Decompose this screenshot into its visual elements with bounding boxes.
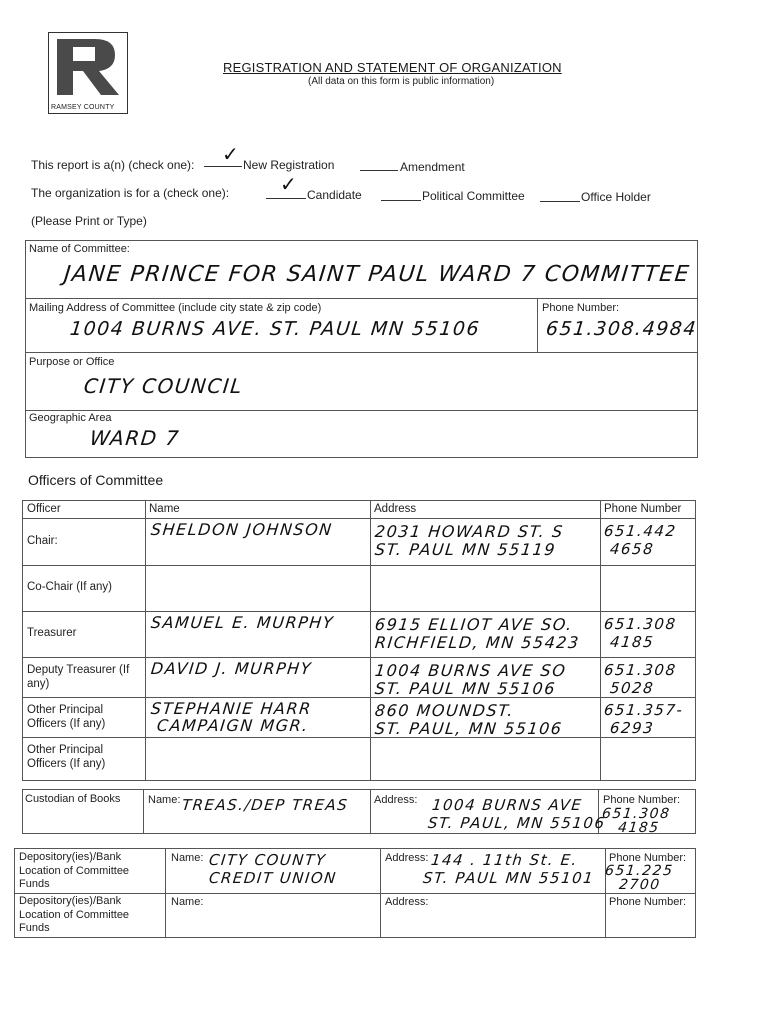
officer-phone-line2[interactable]: 4185 — [609, 633, 656, 651]
officer-phone-line1[interactable]: 651.357- — [603, 701, 685, 719]
depository-address-label: Address: — [385, 896, 429, 908]
depository-phone-line2[interactable]: 2700 — [618, 877, 662, 893]
address-column-header: Address — [374, 503, 417, 515]
geographic-area-label: Geographic Area — [29, 412, 112, 424]
phone-label: Phone Number: — [542, 302, 620, 314]
officer-role-label: Other Principal Officers (If any) — [27, 704, 106, 730]
officer-address-line1[interactable]: 6915 ELLIOT AVE SO. — [374, 615, 574, 634]
checkmark-icon: ✓ — [222, 142, 239, 166]
candidate-label: Candidate — [307, 188, 362, 202]
officer-role-label: Co-Chair (If any) — [27, 581, 112, 593]
officer-address-line1[interactable]: 860 MOUNDST. — [374, 701, 516, 720]
officer-column-header: Officer — [27, 503, 61, 515]
officer-role-label: Treasurer — [27, 627, 77, 639]
custodian-address-line2[interactable]: ST. PAUL, MN 55106 — [427, 814, 607, 832]
officer-name-line1[interactable]: SAMUEL E. MURPHY — [150, 613, 336, 632]
custodian-phone-line2[interactable]: 4185 — [617, 820, 661, 836]
geographic-area-value[interactable]: WARD 7 — [88, 426, 182, 450]
depository-address-line2[interactable]: ST. PAUL MN 55101 — [422, 869, 596, 887]
custodian-address-label: Address: — [374, 794, 418, 806]
political-committee-checkbox[interactable] — [381, 200, 421, 201]
officers-table — [22, 500, 696, 781]
officer-address-line1[interactable]: 1004 BURNS AVE SO — [374, 661, 568, 680]
officer-phone-line1[interactable]: 651.308 — [603, 661, 678, 679]
custodian-name-label: Name: — [148, 794, 181, 806]
office-holder-checkbox[interactable] — [540, 201, 580, 202]
depository-box — [14, 848, 696, 938]
officer-phone-line2[interactable]: 5028 — [609, 679, 656, 697]
mailing-address-label: Mailing Address of Committee (include city state & zip code) — [29, 302, 322, 314]
officer-address-line2[interactable]: ST. PAUL, MN 55106 — [374, 719, 564, 738]
officer-name-line2[interactable]: CAMPAIGN MGR. — [156, 716, 310, 735]
officer-phone-line1[interactable]: 651.442 — [603, 522, 678, 540]
depository-name-label: Name: — [171, 852, 204, 864]
amendment-label: Amendment — [400, 160, 465, 174]
candidate-checkbox[interactable] — [266, 198, 306, 199]
officer-phone-line1[interactable]: 651.308 — [603, 615, 678, 633]
officer-name-line1[interactable]: DAVID J. MURPHY — [150, 659, 314, 678]
officer-address-line1[interactable]: 2031 HOWARD ST. S — [374, 522, 565, 541]
amendment-checkbox[interactable] — [360, 170, 398, 171]
depository-name-line1[interactable]: CITY COUNTY — [208, 851, 328, 869]
political-committee-label: Political Committee — [422, 189, 525, 203]
depository-name-label: Name: — [171, 896, 204, 908]
new-registration-label: New Registration — [243, 158, 335, 172]
ramsey-logo-mark — [49, 33, 127, 99]
officer-address-line2[interactable]: ST. PAUL MN 55106 — [374, 679, 557, 698]
officer-address-line2[interactable]: ST. PAUL MN 55119 — [374, 540, 557, 559]
officers-heading: Officers of Committee — [28, 472, 164, 488]
officer-role-label: Other Principal Officers (If any) — [27, 744, 106, 770]
depository-phone-line1[interactable]: 651.225 — [604, 863, 675, 879]
new-registration-checkbox[interactable] — [204, 166, 242, 167]
depository-phone-label: Phone Number: — [609, 896, 687, 908]
form-subtitle: (All data on this form is public information) — [308, 76, 495, 87]
office-holder-label: Office Holder — [581, 190, 651, 204]
custodian-name-value[interactable]: TREAS./DEP TREAS — [181, 796, 350, 814]
committee-name-value[interactable]: JANE PRINCE FOR SAINT PAUL WARD 7 COMMITTEE — [62, 262, 692, 287]
please-print-note: (Please Print or Type) — [31, 214, 147, 228]
depository-label: Depository(ies)/Bank Location of Committee Funds — [19, 895, 130, 934]
name-column-header: Name — [149, 503, 180, 515]
officer-name-line1[interactable]: SHELDON JOHNSON — [150, 520, 334, 539]
officer-name-line1[interactable]: STEPHANIE HARR — [150, 699, 313, 718]
custodian-label: Custodian of Books — [25, 793, 121, 805]
org-type-prompt: The organization is for a (check one): — [31, 186, 230, 200]
committee-phone-value[interactable]: 651.308.4984 — [544, 318, 699, 340]
depository-address-line1[interactable]: 144 . 11th St. E. — [430, 851, 579, 869]
mailing-address-value[interactable]: 1004 BURNS AVE. ST. PAUL MN 55106 — [68, 318, 482, 340]
purpose-value[interactable]: CITY COUNCIL — [82, 374, 245, 398]
ramsey-county-logo — [48, 32, 128, 114]
custodian-address-line1[interactable]: 1004 BURNS AVE — [431, 796, 584, 814]
purpose-label: Purpose or Office — [29, 356, 115, 368]
custodian-phone-line1[interactable]: 651.308 — [601, 806, 672, 822]
depository-label: Depository(ies)/Bank Location of Committee Funds — [19, 851, 130, 890]
phone-column-header: Phone Number — [604, 503, 682, 515]
officer-phone-line2[interactable]: 6293 — [609, 719, 656, 737]
custodian-phone-label: Phone Number: — [603, 794, 681, 806]
committee-name-label: Name of Committee: — [29, 243, 130, 255]
depository-phone-label: Phone Number: — [609, 852, 687, 864]
officer-phone-line2[interactable]: 4658 — [609, 540, 656, 558]
report-type-prompt: This report is a(n) (check one): — [31, 158, 195, 172]
logo-text: RAMSEY COUNTY — [51, 104, 115, 111]
officer-role-label: Chair: — [27, 534, 58, 547]
depository-name-line2[interactable]: CREDIT UNION — [208, 869, 338, 887]
form-title: REGISTRATION AND STATEMENT OF ORGANIZATION — [223, 60, 562, 75]
officer-address-line2[interactable]: RICHFIELD, MN 55423 — [374, 633, 581, 652]
depository-address-label: Address: — [385, 852, 429, 864]
checkmark-icon: ✓ — [280, 172, 297, 196]
officer-role-label: Deputy Treasurer (If any) — [27, 664, 130, 690]
